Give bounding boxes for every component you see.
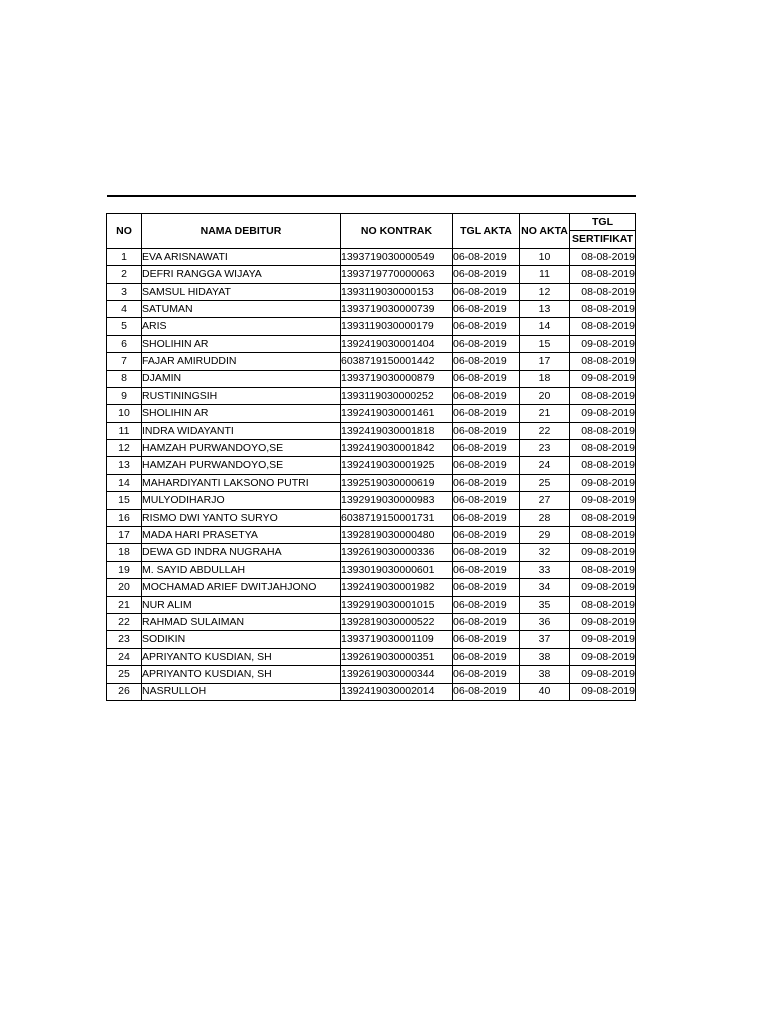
cell-nama-debitur: MAHARDIYANTI LAKSONO PUTRI	[142, 474, 341, 491]
cell-tgl-sertifikat: 08-08-2019	[570, 509, 636, 526]
cell-no: 1	[107, 248, 142, 265]
cell-no-akta: 14	[520, 318, 570, 335]
cell-tgl-akta: 06-08-2019	[453, 683, 520, 700]
cell-no-akta: 10	[520, 248, 570, 265]
cell-tgl-akta: 06-08-2019	[453, 318, 520, 335]
cell-no-akta: 35	[520, 596, 570, 613]
table-row	[107, 370, 636, 387]
table-row	[107, 683, 636, 700]
table-row	[107, 579, 636, 596]
cell-no-kontrak: 1392419030001461	[341, 405, 453, 422]
cell-tgl-akta: 06-08-2019	[453, 422, 520, 439]
cell-nama-debitur: MULYODIHARJO	[142, 492, 341, 509]
cell-no-kontrak: 1392419030002014	[341, 683, 453, 700]
cell-tgl-sertifikat: 08-08-2019	[570, 318, 636, 335]
cell-tgl-akta: 06-08-2019	[453, 631, 520, 648]
cell-no: 9	[107, 387, 142, 404]
cell-nama-debitur: ARIS	[142, 318, 341, 335]
cell-nama-debitur: APRIYANTO KUSDIAN, SH	[142, 666, 341, 683]
cell-tgl-sertifikat: 08-08-2019	[570, 266, 636, 283]
table-row	[107, 666, 636, 683]
cell-nama-debitur: MADA HARI PRASETYA	[142, 527, 341, 544]
cell-tgl-akta: 06-08-2019	[453, 283, 520, 300]
cell-nama-debitur: NUR ALIM	[142, 596, 341, 613]
table-row	[107, 457, 636, 474]
cell-tgl-akta: 06-08-2019	[453, 492, 520, 509]
cell-tgl-akta: 06-08-2019	[453, 353, 520, 370]
cell-tgl-sertifikat: 08-08-2019	[570, 457, 636, 474]
cell-tgl-sertifikat: 09-08-2019	[570, 648, 636, 665]
cell-tgl-sertifikat: 08-08-2019	[570, 300, 636, 317]
cell-no-kontrak: 1393719030001109	[341, 631, 453, 648]
cell-no: 18	[107, 544, 142, 561]
cell-no-kontrak: 1392419030001982	[341, 579, 453, 596]
cell-tgl-akta: 06-08-2019	[453, 596, 520, 613]
cell-nama-debitur: M. SAYID ABDULLAH	[142, 561, 341, 578]
cell-tgl-sertifikat: 08-08-2019	[570, 387, 636, 404]
table-row	[107, 300, 636, 317]
header-nama-debitur: NAMA DEBITUR	[142, 214, 341, 249]
cell-tgl-akta: 06-08-2019	[453, 300, 520, 317]
table-row	[107, 474, 636, 491]
cell-no-kontrak: 6038719150001442	[341, 353, 453, 370]
table-row	[107, 613, 636, 630]
cell-tgl-akta: 06-08-2019	[453, 613, 520, 630]
cell-no-akta: 33	[520, 561, 570, 578]
cell-no-akta: 37	[520, 631, 570, 648]
cell-nama-debitur: DEFRI RANGGA WIJAYA	[142, 266, 341, 283]
cell-nama-debitur: HAMZAH PURWANDOYO,SE	[142, 457, 341, 474]
cell-no-akta: 27	[520, 492, 570, 509]
cell-tgl-akta: 06-08-2019	[453, 266, 520, 283]
cell-no-kontrak: 1392819030000522	[341, 613, 453, 630]
cell-tgl-sertifikat: 08-08-2019	[570, 596, 636, 613]
cell-no-akta: 21	[520, 405, 570, 422]
cell-no: 21	[107, 596, 142, 613]
table-row	[107, 318, 636, 335]
cell-tgl-sertifikat: 09-08-2019	[570, 370, 636, 387]
cell-nama-debitur: RUSTININGSIH	[142, 387, 341, 404]
cell-nama-debitur: MOCHAMAD ARIEF DWITJAHJONO	[142, 579, 341, 596]
cell-no-kontrak: 1392619030000351	[341, 648, 453, 665]
cell-no-kontrak: 1392919030000983	[341, 492, 453, 509]
cell-nama-debitur: FAJAR AMIRUDDIN	[142, 353, 341, 370]
cell-no: 14	[107, 474, 142, 491]
cell-tgl-sertifikat: 08-08-2019	[570, 353, 636, 370]
table-row	[107, 335, 636, 352]
cell-nama-debitur: SATUMAN	[142, 300, 341, 317]
cell-tgl-sertifikat: 09-08-2019	[570, 474, 636, 491]
cell-tgl-akta: 06-08-2019	[453, 527, 520, 544]
cell-no-kontrak: 1392419030001404	[341, 335, 453, 352]
cell-tgl-akta: 06-08-2019	[453, 666, 520, 683]
cell-nama-debitur: SHOLIHIN AR	[142, 405, 341, 422]
cell-no-kontrak: 1393719770000063	[341, 266, 453, 283]
cell-nama-debitur: INDRA WIDAYANTI	[142, 422, 341, 439]
cell-tgl-sertifikat: 09-08-2019	[570, 335, 636, 352]
table-row	[107, 544, 636, 561]
cell-tgl-sertifikat: 08-08-2019	[570, 440, 636, 457]
table-row	[107, 387, 636, 404]
cell-tgl-akta: 06-08-2019	[453, 335, 520, 352]
cell-no-kontrak: 1392919030001015	[341, 596, 453, 613]
cell-no-akta: 18	[520, 370, 570, 387]
cell-no-kontrak: 1392519030000619	[341, 474, 453, 491]
cell-tgl-akta: 06-08-2019	[453, 561, 520, 578]
cell-no-akta: 28	[520, 509, 570, 526]
cell-no-akta: 17	[520, 353, 570, 370]
cell-tgl-akta: 06-08-2019	[453, 648, 520, 665]
cell-no: 19	[107, 561, 142, 578]
cell-nama-debitur: SHOLIHIN AR	[142, 335, 341, 352]
cell-no-akta: 34	[520, 579, 570, 596]
table-row	[107, 492, 636, 509]
cell-tgl-sertifikat: 09-08-2019	[570, 492, 636, 509]
cell-nama-debitur: RAHMAD SULAIMAN	[142, 613, 341, 630]
cell-no-akta: 11	[520, 266, 570, 283]
top-rule	[107, 195, 636, 197]
cell-no: 11	[107, 422, 142, 439]
cell-no-akta: 40	[520, 683, 570, 700]
cell-tgl-sertifikat: 08-08-2019	[570, 561, 636, 578]
cell-tgl-sertifikat: 08-08-2019	[570, 283, 636, 300]
cell-no: 20	[107, 579, 142, 596]
cell-no-kontrak: 1393719030000739	[341, 300, 453, 317]
table-header	[107, 214, 636, 249]
cell-tgl-akta: 06-08-2019	[453, 579, 520, 596]
cell-no: 17	[107, 527, 142, 544]
cell-no: 26	[107, 683, 142, 700]
cell-no-kontrak: 1393719030000549	[341, 248, 453, 265]
cell-no: 13	[107, 457, 142, 474]
cell-no-kontrak: 1393719030000879	[341, 370, 453, 387]
cell-no: 5	[107, 318, 142, 335]
table-row	[107, 648, 636, 665]
cell-tgl-akta: 06-08-2019	[453, 370, 520, 387]
cell-tgl-sertifikat: 09-08-2019	[570, 613, 636, 630]
header-no-akta: NO AKTA	[520, 214, 570, 249]
cell-tgl-akta: 06-08-2019	[453, 440, 520, 457]
cell-tgl-sertifikat: 08-08-2019	[570, 527, 636, 544]
cell-no-akta: 22	[520, 422, 570, 439]
cell-no: 2	[107, 266, 142, 283]
table-row	[107, 440, 636, 457]
cell-no: 12	[107, 440, 142, 457]
header-sertifikat: SERTIFIKAT	[570, 231, 636, 248]
cell-no-akta: 23	[520, 440, 570, 457]
table-row	[107, 248, 636, 265]
cell-tgl-sertifikat: 09-08-2019	[570, 683, 636, 700]
cell-no-kontrak: 1393119030000179	[341, 318, 453, 335]
cell-no-akta: 24	[520, 457, 570, 474]
cell-no-kontrak: 1392819030000480	[341, 527, 453, 544]
cell-no-kontrak: 1392419030001925	[341, 457, 453, 474]
cell-no: 4	[107, 300, 142, 317]
cell-no-akta: 25	[520, 474, 570, 491]
cell-no-akta: 15	[520, 335, 570, 352]
cell-no-akta: 36	[520, 613, 570, 630]
cell-no: 23	[107, 631, 142, 648]
table-row	[107, 509, 636, 526]
cell-no-kontrak: 1392419030001818	[341, 422, 453, 439]
cell-nama-debitur: RISMO DWI YANTO SURYO	[142, 509, 341, 526]
cell-no-kontrak: 1392619030000336	[341, 544, 453, 561]
cell-no-akta: 38	[520, 666, 570, 683]
table-row	[107, 631, 636, 648]
header-tgl-akta: TGL AKTA	[453, 214, 520, 249]
table-row	[107, 266, 636, 283]
table-row	[107, 596, 636, 613]
debtor-table	[106, 213, 636, 701]
cell-no: 3	[107, 283, 142, 300]
cell-no-kontrak: 1393119030000153	[341, 283, 453, 300]
cell-no-kontrak: 6038719150001731	[341, 509, 453, 526]
cell-no-kontrak: 1392619030000344	[341, 666, 453, 683]
cell-no-kontrak: 1392419030001842	[341, 440, 453, 457]
cell-tgl-sertifikat: 09-08-2019	[570, 544, 636, 561]
cell-no-kontrak: 1393019030000601	[341, 561, 453, 578]
cell-tgl-akta: 06-08-2019	[453, 457, 520, 474]
cell-tgl-akta: 06-08-2019	[453, 405, 520, 422]
table-row	[107, 405, 636, 422]
cell-tgl-akta: 06-08-2019	[453, 544, 520, 561]
cell-nama-debitur: DJAMIN	[142, 370, 341, 387]
cell-no-akta: 20	[520, 387, 570, 404]
cell-tgl-akta: 06-08-2019	[453, 509, 520, 526]
cell-no: 10	[107, 405, 142, 422]
table-row	[107, 422, 636, 439]
table-row	[107, 283, 636, 300]
cell-no-akta: 38	[520, 648, 570, 665]
cell-nama-debitur: NASRULLOH	[142, 683, 341, 700]
cell-no-kontrak: 1393119030000252	[341, 387, 453, 404]
cell-tgl-sertifikat: 09-08-2019	[570, 405, 636, 422]
cell-no-akta: 29	[520, 527, 570, 544]
cell-no: 15	[107, 492, 142, 509]
cell-no: 6	[107, 335, 142, 352]
cell-no: 22	[107, 613, 142, 630]
cell-nama-debitur: APRIYANTO KUSDIAN, SH	[142, 648, 341, 665]
table-row	[107, 353, 636, 370]
cell-nama-debitur: SODIKIN	[142, 631, 341, 648]
header-no-kontrak: NO KONTRAK	[341, 214, 453, 249]
cell-no-akta: 32	[520, 544, 570, 561]
cell-tgl-akta: 06-08-2019	[453, 387, 520, 404]
cell-nama-debitur: DEWA GD INDRA NUGRAHA	[142, 544, 341, 561]
cell-no-akta: 12	[520, 283, 570, 300]
table-body	[107, 248, 636, 700]
header-no: NO	[107, 214, 142, 249]
cell-nama-debitur: EVA ARISNAWATI	[142, 248, 341, 265]
table-row	[107, 561, 636, 578]
cell-tgl-sertifikat: 09-08-2019	[570, 666, 636, 683]
cell-nama-debitur: SAMSUL HIDAYAT	[142, 283, 341, 300]
cell-no-akta: 13	[520, 300, 570, 317]
cell-no: 24	[107, 648, 142, 665]
cell-no: 7	[107, 353, 142, 370]
cell-tgl-akta: 06-08-2019	[453, 474, 520, 491]
cell-tgl-sertifikat: 08-08-2019	[570, 248, 636, 265]
cell-no: 8	[107, 370, 142, 387]
cell-no: 25	[107, 666, 142, 683]
cell-nama-debitur: HAMZAH PURWANDOYO,SE	[142, 440, 341, 457]
cell-tgl-sertifikat: 09-08-2019	[570, 579, 636, 596]
cell-tgl-akta: 06-08-2019	[453, 248, 520, 265]
header-tgl: TGL	[570, 214, 636, 231]
cell-no: 16	[107, 509, 142, 526]
cell-tgl-sertifikat: 08-08-2019	[570, 422, 636, 439]
cell-tgl-sertifikat: 09-08-2019	[570, 631, 636, 648]
table-row	[107, 527, 636, 544]
